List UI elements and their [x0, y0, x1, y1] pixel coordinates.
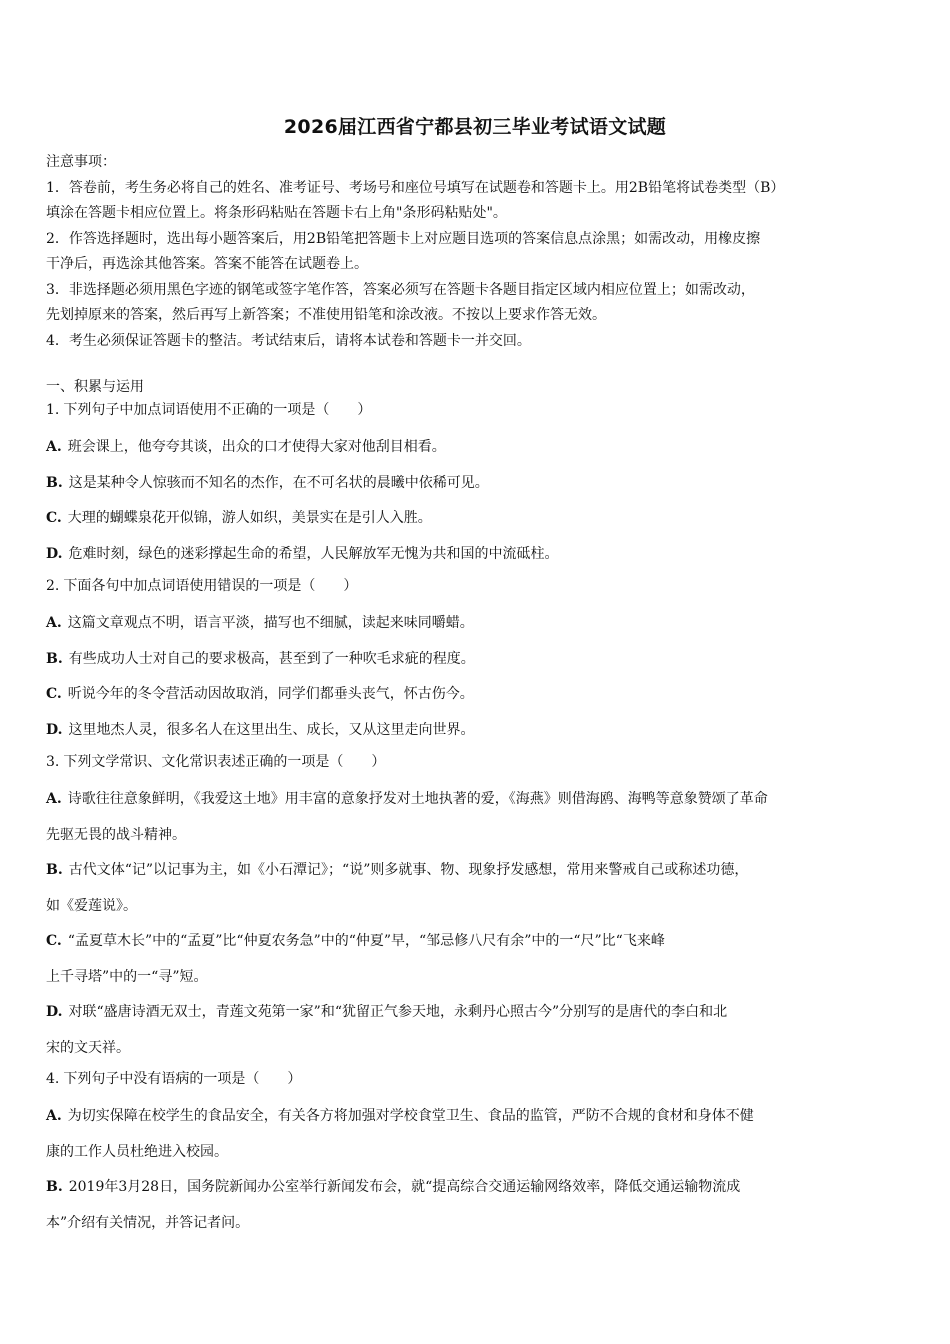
- option-d: [46, 537, 908, 573]
- option-label: B.: [46, 1179, 63, 1195]
- option-text: 这篇文章观点不明，语言平淡，描写也不细腻，读起来味同嚼蜡。: [67, 615, 474, 631]
- question-text: 下列句子中加点词语使用不正确的一项是（ ）: [63, 402, 372, 418]
- option-label: A.: [46, 791, 62, 807]
- question-2: [46, 571, 908, 748]
- question-text: 下列文学常识、文化常识表述正确的一项是（ ）: [63, 754, 386, 770]
- notice-line: 4．考生必须保证答题卡的整洁。考试结束后，请将本试卷和答题卡一并交回。: [46, 332, 531, 349]
- question-text: 下面各句中加点词语使用错误的一项是（ ）: [63, 578, 358, 594]
- notice-line: 干净后，再选涂其他答案。答案不能答在试题卷上。: [46, 256, 368, 272]
- option-text: 这里地杰人灵，很多名人在这里出生、成长，又从这里走向世界。: [68, 721, 475, 738]
- question-stem: [46, 1064, 908, 1099]
- option-label: A.: [46, 615, 62, 631]
- option-a: [46, 1099, 908, 1135]
- question-number: 3.: [46, 754, 60, 770]
- option-continuation: 康的工作人员杜绝进入校园。: [46, 1143, 228, 1160]
- question-4: [46, 1064, 908, 1241]
- option-text: 古代文体“记”以记事为主，如《小石潭记》；“说”则多就事、物、现象抒发感想，常用来警戒自己或称述功德，: [68, 862, 749, 878]
- question-3: [46, 747, 908, 1066]
- option-text: 为切实保障在校学生的食品安全，有关各方将加强对学校食堂卫生、食品的监管，严防不合规的食材和身体不健: [67, 1108, 754, 1124]
- option-d: [46, 995, 908, 1031]
- notice-line: 3．非选择题必须用黑色字迹的钢笔或签字笔作答，答案必须写在答题卡各题目指定区域内相应位置上；如需改动，: [46, 281, 755, 298]
- option-label: D.: [46, 1004, 63, 1020]
- notice-section: [46, 150, 906, 354]
- question-text: 下列句子中没有语病的一项是（ ）: [63, 1071, 302, 1087]
- option-label: D.: [46, 545, 63, 562]
- question-number: 2.: [46, 578, 60, 594]
- notice-line: 2．作答选择题时，选出每小题答案后，用2B铅笔把答题卡上对应题目选项的答案信息点涂黑；如需改动，用橡皮擦: [46, 230, 761, 247]
- option-continuation: 上千寻塔”中的一“寻”短。: [46, 968, 208, 985]
- option-label: D.: [46, 721, 63, 738]
- option-c: [46, 924, 908, 960]
- option-text: 危难时刻，绿色的迷彩撑起生命的希望，人民解放军无愧为共和国的中流砥柱。: [68, 545, 559, 562]
- option-b: [46, 466, 908, 502]
- option-label: C.: [46, 933, 62, 949]
- option-text: 有些成功人士对自己的要求极高，甚至到了一种吹毛求疵的程度。: [68, 650, 475, 667]
- option-text: “孟夏草木长”中的“孟夏”比“仲夏农务急”中的“仲夏”早，“邹忌修八尺有余”中的一“尺”比“飞来峰: [67, 933, 665, 949]
- notice-line: 填涂在答题卡相应位置上。将条形码粘贴在答题卡右上角"条形码粘贴处"。: [46, 205, 507, 221]
- question-stem: [46, 571, 908, 606]
- option-text: 2019年3月28日，国务院新闻办公室举行新闻发布会，就“提高综合交通运输网络效率，降低交通运输物流成: [68, 1179, 741, 1195]
- option-label: A.: [46, 1108, 62, 1124]
- question-stem: [46, 395, 908, 430]
- option-b: [46, 853, 908, 889]
- option-continuation: 宋的文天祥。: [46, 1039, 130, 1056]
- notice-line: 1．答卷前，考生务必将自己的姓名、准考证号、考场号和座位号填写在试题卷和答题卡上。用2B铅笔将试卷类型（B）: [46, 179, 785, 196]
- option-text: 这是某种令人惊骇而不知名的杰作，在不可名状的晨曦中依稀可见。: [68, 474, 489, 491]
- option-label: A.: [46, 439, 62, 455]
- option-text: 大理的蝴蝶泉花开似锦，游人如织，美景实在是引人入胜。: [67, 510, 432, 526]
- option-text: 对联“盛唐诗酒无双士，青莲文苑第一家”和“犹留正气参天地，永剩丹心照古今”分别写的是唐代的李白和北: [68, 1004, 728, 1020]
- option-c: [46, 677, 908, 713]
- option-c: [46, 501, 908, 537]
- option-text: 诗歌往往意象鲜明，《我爱这土地》用丰富的意象抒发对土地执著的爱，《海燕》则借海鸥、海鸭等意象赞颂了革命: [67, 791, 768, 807]
- option-d: [46, 713, 908, 749]
- option-label: C.: [46, 510, 62, 526]
- option-continuation: 如《爱莲说》。: [46, 897, 137, 914]
- option-continuation: 先驱无畏的战斗精神。: [46, 826, 186, 843]
- option-a: [46, 430, 908, 466]
- option-a: [46, 606, 908, 642]
- question-number: 1.: [46, 402, 60, 418]
- option-text: 班会课上，他夸夸其谈，出众的口才使得大家对他刮目相看。: [67, 439, 446, 455]
- question-1: [46, 395, 908, 572]
- option-label: B.: [46, 650, 63, 667]
- question-number: 4.: [46, 1071, 60, 1087]
- option-continuation: 本”介绍有关情况，并答记者问。: [46, 1214, 250, 1231]
- question-stem: [46, 747, 908, 782]
- option-label: B.: [46, 862, 63, 878]
- option-b: [46, 642, 908, 678]
- option-a: [46, 782, 908, 818]
- section-heading: 一、积累与运用: [46, 379, 144, 395]
- option-b: [46, 1170, 908, 1206]
- notice-heading: 注意事项：: [46, 154, 116, 170]
- option-label: C.: [46, 686, 62, 702]
- page-title: 2026届江西省宁都县初三毕业考试语文试题: [283, 116, 667, 138]
- notice-line: 先划掉原来的答案，然后再写上新答案；不准使用铅笔和涂改液。不按以上要求作答无效。: [46, 307, 606, 323]
- option-label: B.: [46, 474, 63, 491]
- option-text: 听说今年的冬令营活动因故取消，同学们都垂头丧气，怀古伤今。: [67, 686, 474, 702]
